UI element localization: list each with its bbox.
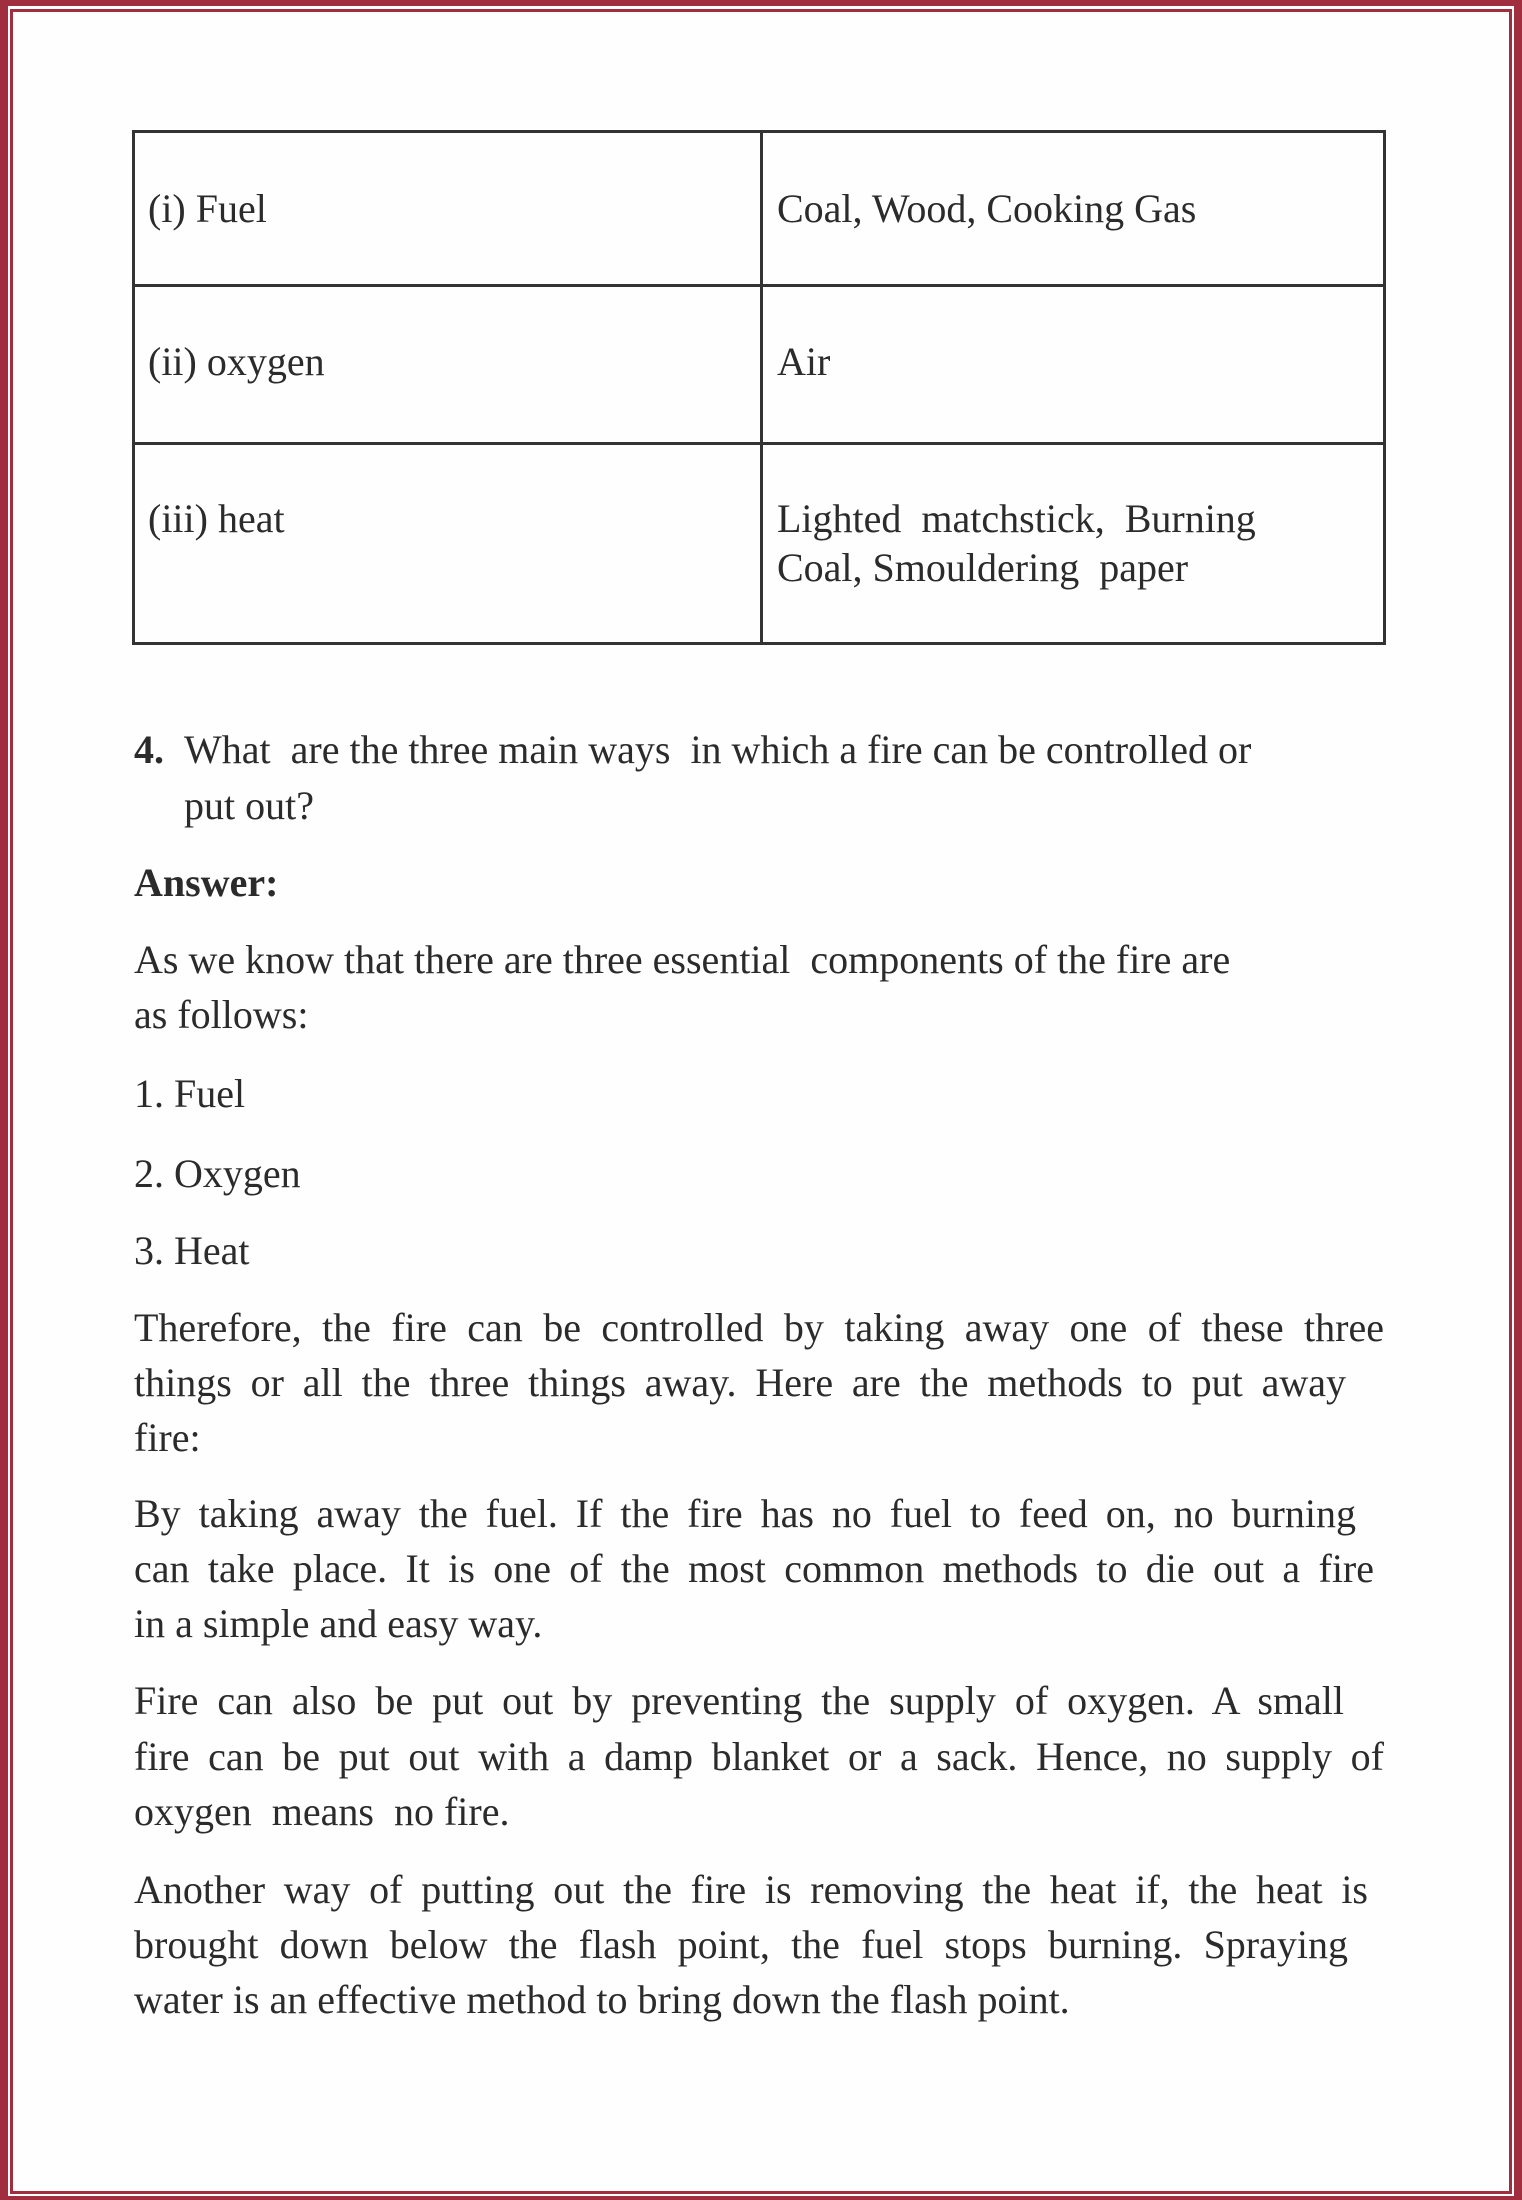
question-text-line: put out?: [184, 783, 314, 828]
question-text-line: What are the three main ways in which a fire can be controlled or: [184, 727, 1252, 772]
paragraph-line: water is an effective method to bring down the flash point.: [134, 1977, 1070, 2022]
table-column-divider: [760, 133, 763, 642]
paragraph-line: can take place. It is one of the most common methods to die out a fire: [134, 1546, 1374, 1591]
intro-line: as follows:: [134, 992, 309, 1037]
paragraph-line: By taking away the fuel. If the fire has no fuel to feed on, no burning: [134, 1491, 1356, 1536]
list-item-fuel: 1. Fuel: [134, 1071, 246, 1116]
paragraph-line: Therefore, the fire can be controlled by taking away one of these three: [134, 1305, 1384, 1350]
paragraph-line: fire can be put out with a damp blanket or a sack. Hence, no supply of: [134, 1734, 1384, 1779]
paragraph-line: in a simple and easy way.: [134, 1601, 543, 1646]
table-cell-examples: Lighted matchstick, Burning: [777, 496, 1256, 541]
table-cell-examples: Coal, Wood, Cooking Gas: [777, 186, 1197, 231]
table-row-divider: [135, 442, 1383, 445]
paragraph-line: Fire can also be put out by preventing the supply of oxygen. A small: [134, 1678, 1344, 1723]
table-cell-component: (i) Fuel: [148, 186, 267, 231]
paragraph-line: brought down below the flash point, the fuel stops burning. Spraying: [134, 1922, 1348, 1967]
question-number: 4.: [134, 727, 164, 772]
table-row-divider: [135, 284, 1383, 287]
paragraph-line: fire:: [134, 1415, 201, 1460]
paragraph-line: oxygen means no fire.: [134, 1789, 510, 1834]
answer-label: Answer:: [134, 860, 279, 905]
intro-line: As we know that there are three essential components of the fire are: [134, 937, 1231, 982]
table-cell-examples: Air: [777, 339, 831, 384]
list-item-oxygen: 2. Oxygen: [134, 1151, 301, 1196]
paragraph-line: things or all the three things away. Here are the methods to put away: [134, 1360, 1346, 1405]
list-item-heat: 3. Heat: [134, 1228, 250, 1273]
table-cell-component: (ii) oxygen: [148, 339, 325, 384]
paragraph-line: Another way of putting out the fire is removing the heat if, the heat is: [134, 1867, 1368, 1912]
fire-components-table: [132, 130, 1386, 645]
table-cell-examples: Coal, Smouldering paper: [777, 545, 1189, 590]
table-cell-component: (iii) heat: [148, 496, 285, 541]
